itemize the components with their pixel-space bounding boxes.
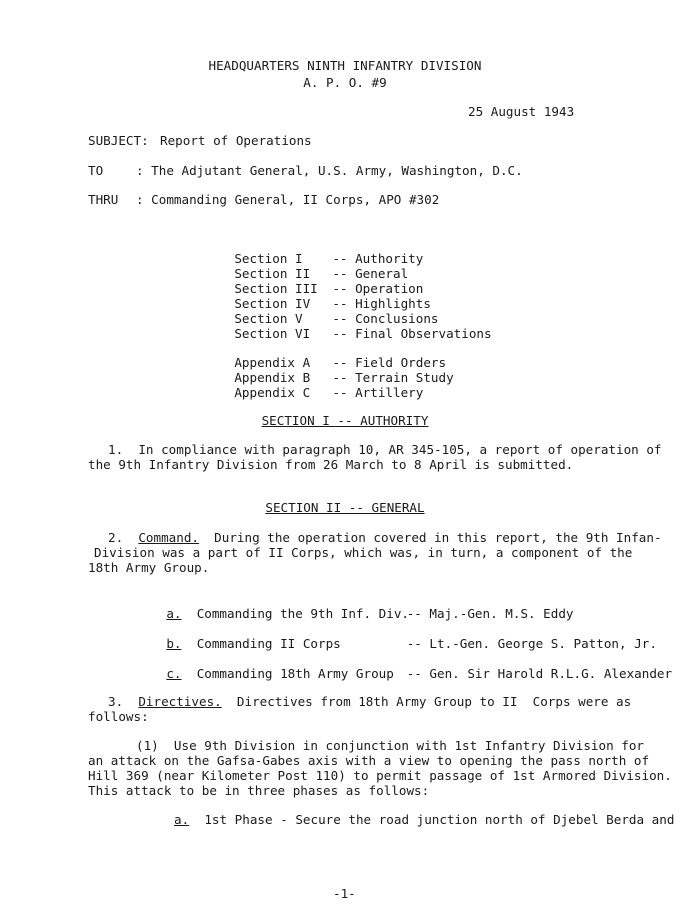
appendix-title: -- Artillery [332, 385, 424, 400]
contents-label: Section III [234, 281, 318, 296]
phase-text: 1st Phase - Secure the road junction north of Djebel Berda and [189, 812, 675, 827]
document-date: 25 August 1943 [468, 104, 575, 119]
commander-letter: a. [166, 606, 182, 621]
subject-label: SUBJECT: [88, 133, 149, 148]
phase-letter: a. [174, 812, 190, 827]
paragraph-title: Directives. [138, 694, 222, 709]
to-value: : The Adjutant General, U.S. Army, Washington, D.C. [136, 163, 523, 178]
paragraph-3-line-2: follows: [88, 709, 149, 724]
paragraph-1-line-2: the 9th Infantry Division from 26 March to 8 April is submitted. [88, 457, 574, 472]
appendix-title: -- Terrain Study [332, 370, 454, 385]
apo-line: A. P. O. #9 [303, 75, 387, 90]
commander-letter: c. [166, 666, 182, 681]
commander-unit: Commanding the 9th Inf. Div. [196, 606, 409, 621]
contents-label: Section I [234, 251, 303, 266]
contents-title: -- Authority [332, 251, 424, 266]
appendix-row [204, 370, 423, 415]
commander-row [136, 651, 672, 696]
subparagraph-1-line-1: (1) Use 9th Division in conjunction with 1st Infantry Division for [136, 738, 644, 753]
paragraph-text: During the operation covered in this report, the 9th Infan- [199, 530, 662, 545]
paragraph-number: 2. [108, 530, 124, 545]
appendix-title: -- Field Orders [332, 355, 447, 370]
paragraph-text: Directives from 18th Army Group to II Corps were as [221, 694, 632, 709]
thru-label: THRU [88, 192, 119, 207]
contents-title: -- Operation [332, 281, 424, 296]
paragraph-title: Command. [138, 530, 200, 545]
commander-unit: Commanding 18th Army Group [196, 666, 394, 681]
paragraph-1-line-1: 1. In compliance with paragraph 10, AR 345-105, a report of operation of [108, 442, 662, 457]
subparagraph-1-line-4: This attack to be in three phases as follows: [88, 783, 430, 798]
commander-name: -- Lt.-Gen. George S. Patton, Jr. [406, 636, 657, 651]
subparagraph-1-line-2: an attack on the Gafsa-Gabes axis with a view to opening the pass north of [88, 753, 650, 768]
paragraph-2-line-3: 18th Army Group. [88, 560, 210, 575]
contents-title: -- Highlights [332, 296, 431, 311]
contents-label: Section VI [234, 326, 311, 341]
contents-label: Section IV [234, 296, 311, 311]
paragraph-2-line-2: Division was a part of II Corps, which was, in turn, a component of the [94, 545, 633, 560]
to-label: TO [88, 163, 104, 178]
appendix-label: Appendix C [234, 385, 311, 400]
contents-title: -- Conclusions [332, 311, 439, 326]
commander-unit: Commanding II Corps [196, 636, 341, 651]
commander-letter: b. [166, 636, 182, 651]
section-1-heading: SECTION I -- AUTHORITY [261, 413, 429, 428]
commander-name: -- Maj.-Gen. M.S. Eddy [406, 606, 574, 621]
page-number: -1- [333, 886, 356, 901]
thru-value: : Commanding General, II Corps, APO #302 [136, 192, 440, 207]
paragraph-number: 3. [108, 694, 124, 709]
contents-title: -- General [332, 266, 409, 281]
appendix-label: Appendix B [234, 370, 311, 385]
contents-title: -- Final Observations [332, 326, 492, 341]
subparagraph-1-line-3: Hill 369 (near Kilometer Post 110) to permit passage of 1st Armored Division. [88, 768, 672, 783]
section-2-heading: SECTION II -- GENERAL [265, 500, 425, 515]
contents-label: Section II [234, 266, 311, 281]
appendix-label: Appendix A [234, 355, 311, 370]
headquarters-title: HEADQUARTERS NINTH INFANTRY DIVISION [208, 58, 482, 73]
subject-value: Report of Operations [160, 133, 312, 148]
phase-1-line [174, 812, 674, 827]
paragraph-3-line-1 [108, 694, 631, 709]
contents-label: Section V [234, 311, 303, 326]
paragraph-2-line-1 [108, 530, 662, 545]
commander-name: -- Gen. Sir Harold R.L.G. Alexander [406, 666, 673, 681]
